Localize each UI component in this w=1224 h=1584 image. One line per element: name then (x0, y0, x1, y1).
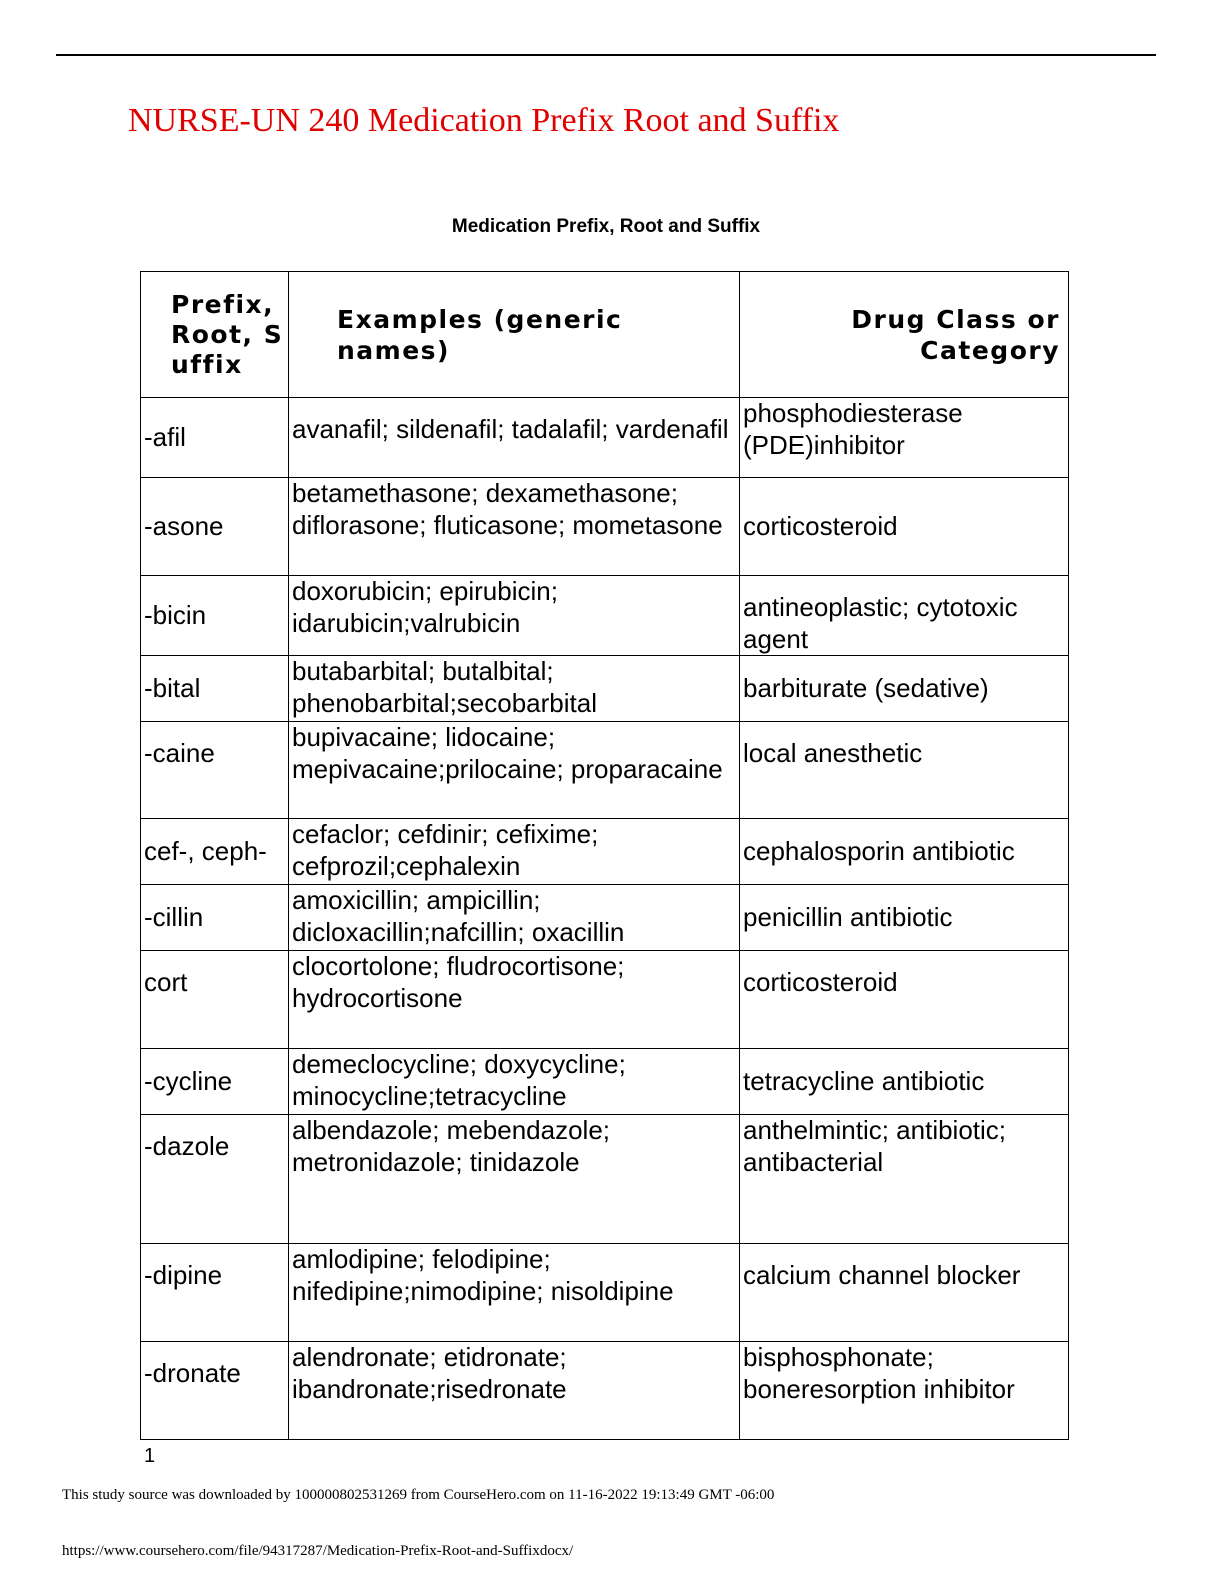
header-prefix: Prefix, Root, Suffix (141, 272, 289, 398)
examples-cell: albendazole; mebendazole; metronidazole; tinidazole (289, 1115, 740, 1244)
examples-cell: doxorubicin; epirubicin; idarubicin;valrubicin (289, 576, 740, 656)
examples-cell: betamethasone; dexamethasone; diflorasone; fluticasone; mometasone (289, 478, 740, 576)
table-row (141, 576, 1069, 656)
prefix-cell: -cycline (141, 1049, 289, 1115)
table-row (141, 951, 1069, 1049)
table-row (141, 1115, 1069, 1244)
prefix-cell: -afil (141, 398, 289, 478)
prefix-cell: -bicin (141, 576, 289, 656)
drug-class-cell: local anesthetic (740, 722, 1069, 819)
examples-cell: butabarbital; butalbital; phenobarbital;secobarbital (289, 656, 740, 722)
drug-class-cell: antineoplastic; cytotoxic agent (740, 576, 1069, 656)
top-rule (56, 54, 1156, 56)
drug-class-cell: barbiturate (sedative) (740, 656, 1069, 722)
drug-class-cell: anthelmintic; antibiotic; antibacterial (740, 1115, 1069, 1244)
document-title: NURSE-UN 240 Medication Prefix Root and Suffix (128, 102, 840, 139)
prefix-cell: -bital (141, 656, 289, 722)
table-header-row (141, 272, 1069, 398)
table-row (141, 722, 1069, 819)
examples-cell: bupivacaine; lidocaine; mepivacaine;prilocaine; proparacaine (289, 722, 740, 819)
table-row (141, 398, 1069, 478)
header-examples: Examples (generic names) (289, 272, 740, 398)
drug-class-cell: penicillin antibiotic (740, 885, 1069, 951)
drug-class-cell: tetracycline antibiotic (740, 1049, 1069, 1115)
drug-class-cell: corticosteroid (740, 478, 1069, 576)
table-row (141, 1244, 1069, 1342)
table-caption: Medication Prefix, Root and Suffix (451, 216, 761, 237)
prefix-cell: -cillin (141, 885, 289, 951)
examples-cell: alendronate; etidronate; ibandronate;risedronate (289, 1342, 740, 1440)
prefix-cell: cef-, ceph- (141, 819, 289, 885)
table-row (141, 478, 1069, 576)
table-row (141, 885, 1069, 951)
drug-class-cell: calcium channel blocker (740, 1244, 1069, 1342)
examples-cell: clocortolone; fludrocortisone; hydrocortisone (289, 951, 740, 1049)
header-drug-class: Drug Class or Category (740, 272, 1069, 398)
prefix-cell: -dipine (141, 1244, 289, 1342)
footer-url[interactable]: https://www.coursehero.com/file/94317287/Medication-Prefix-Root-and-Suffixdocx/ (62, 1543, 574, 1559)
prefix-cell: cort (141, 951, 289, 1049)
examples-cell: avanafil; sildenafil; tadalafil; vardenafil (289, 398, 740, 478)
drug-class-cell: bisphosphonate; boneresorption inhibitor (740, 1342, 1069, 1440)
footer-source-text: This study source was downloaded by 100000802531269 from CourseHero.com on 11-16-2022 19:13:49 GMT -06:00 (62, 1487, 775, 1503)
prefix-cell: -caine (141, 722, 289, 819)
examples-cell: amoxicillin; ampicillin; dicloxacillin;nafcillin; oxacillin (289, 885, 740, 951)
prefix-cell: -dronate (141, 1342, 289, 1440)
examples-cell: demeclocycline; doxycycline; minocycline;tetracycline (289, 1049, 740, 1115)
table-row (141, 1342, 1069, 1440)
drug-class-cell: phosphodiesterase (PDE)inhibitor (740, 398, 1069, 478)
medication-table (140, 271, 1069, 1440)
table-row (141, 819, 1069, 885)
page-number: 1 (144, 1445, 156, 1467)
table-row (141, 656, 1069, 722)
examples-cell: cefaclor; cefdinir; cefixime; cefprozil;cephalexin (289, 819, 740, 885)
prefix-cell: -dazole (141, 1115, 289, 1244)
drug-class-cell: cephalosporin antibiotic (740, 819, 1069, 885)
prefix-cell: -asone (141, 478, 289, 576)
drug-class-cell: corticosteroid (740, 951, 1069, 1049)
table-row (141, 1049, 1069, 1115)
examples-cell: amlodipine; felodipine; nifedipine;nimodipine; nisoldipine (289, 1244, 740, 1342)
